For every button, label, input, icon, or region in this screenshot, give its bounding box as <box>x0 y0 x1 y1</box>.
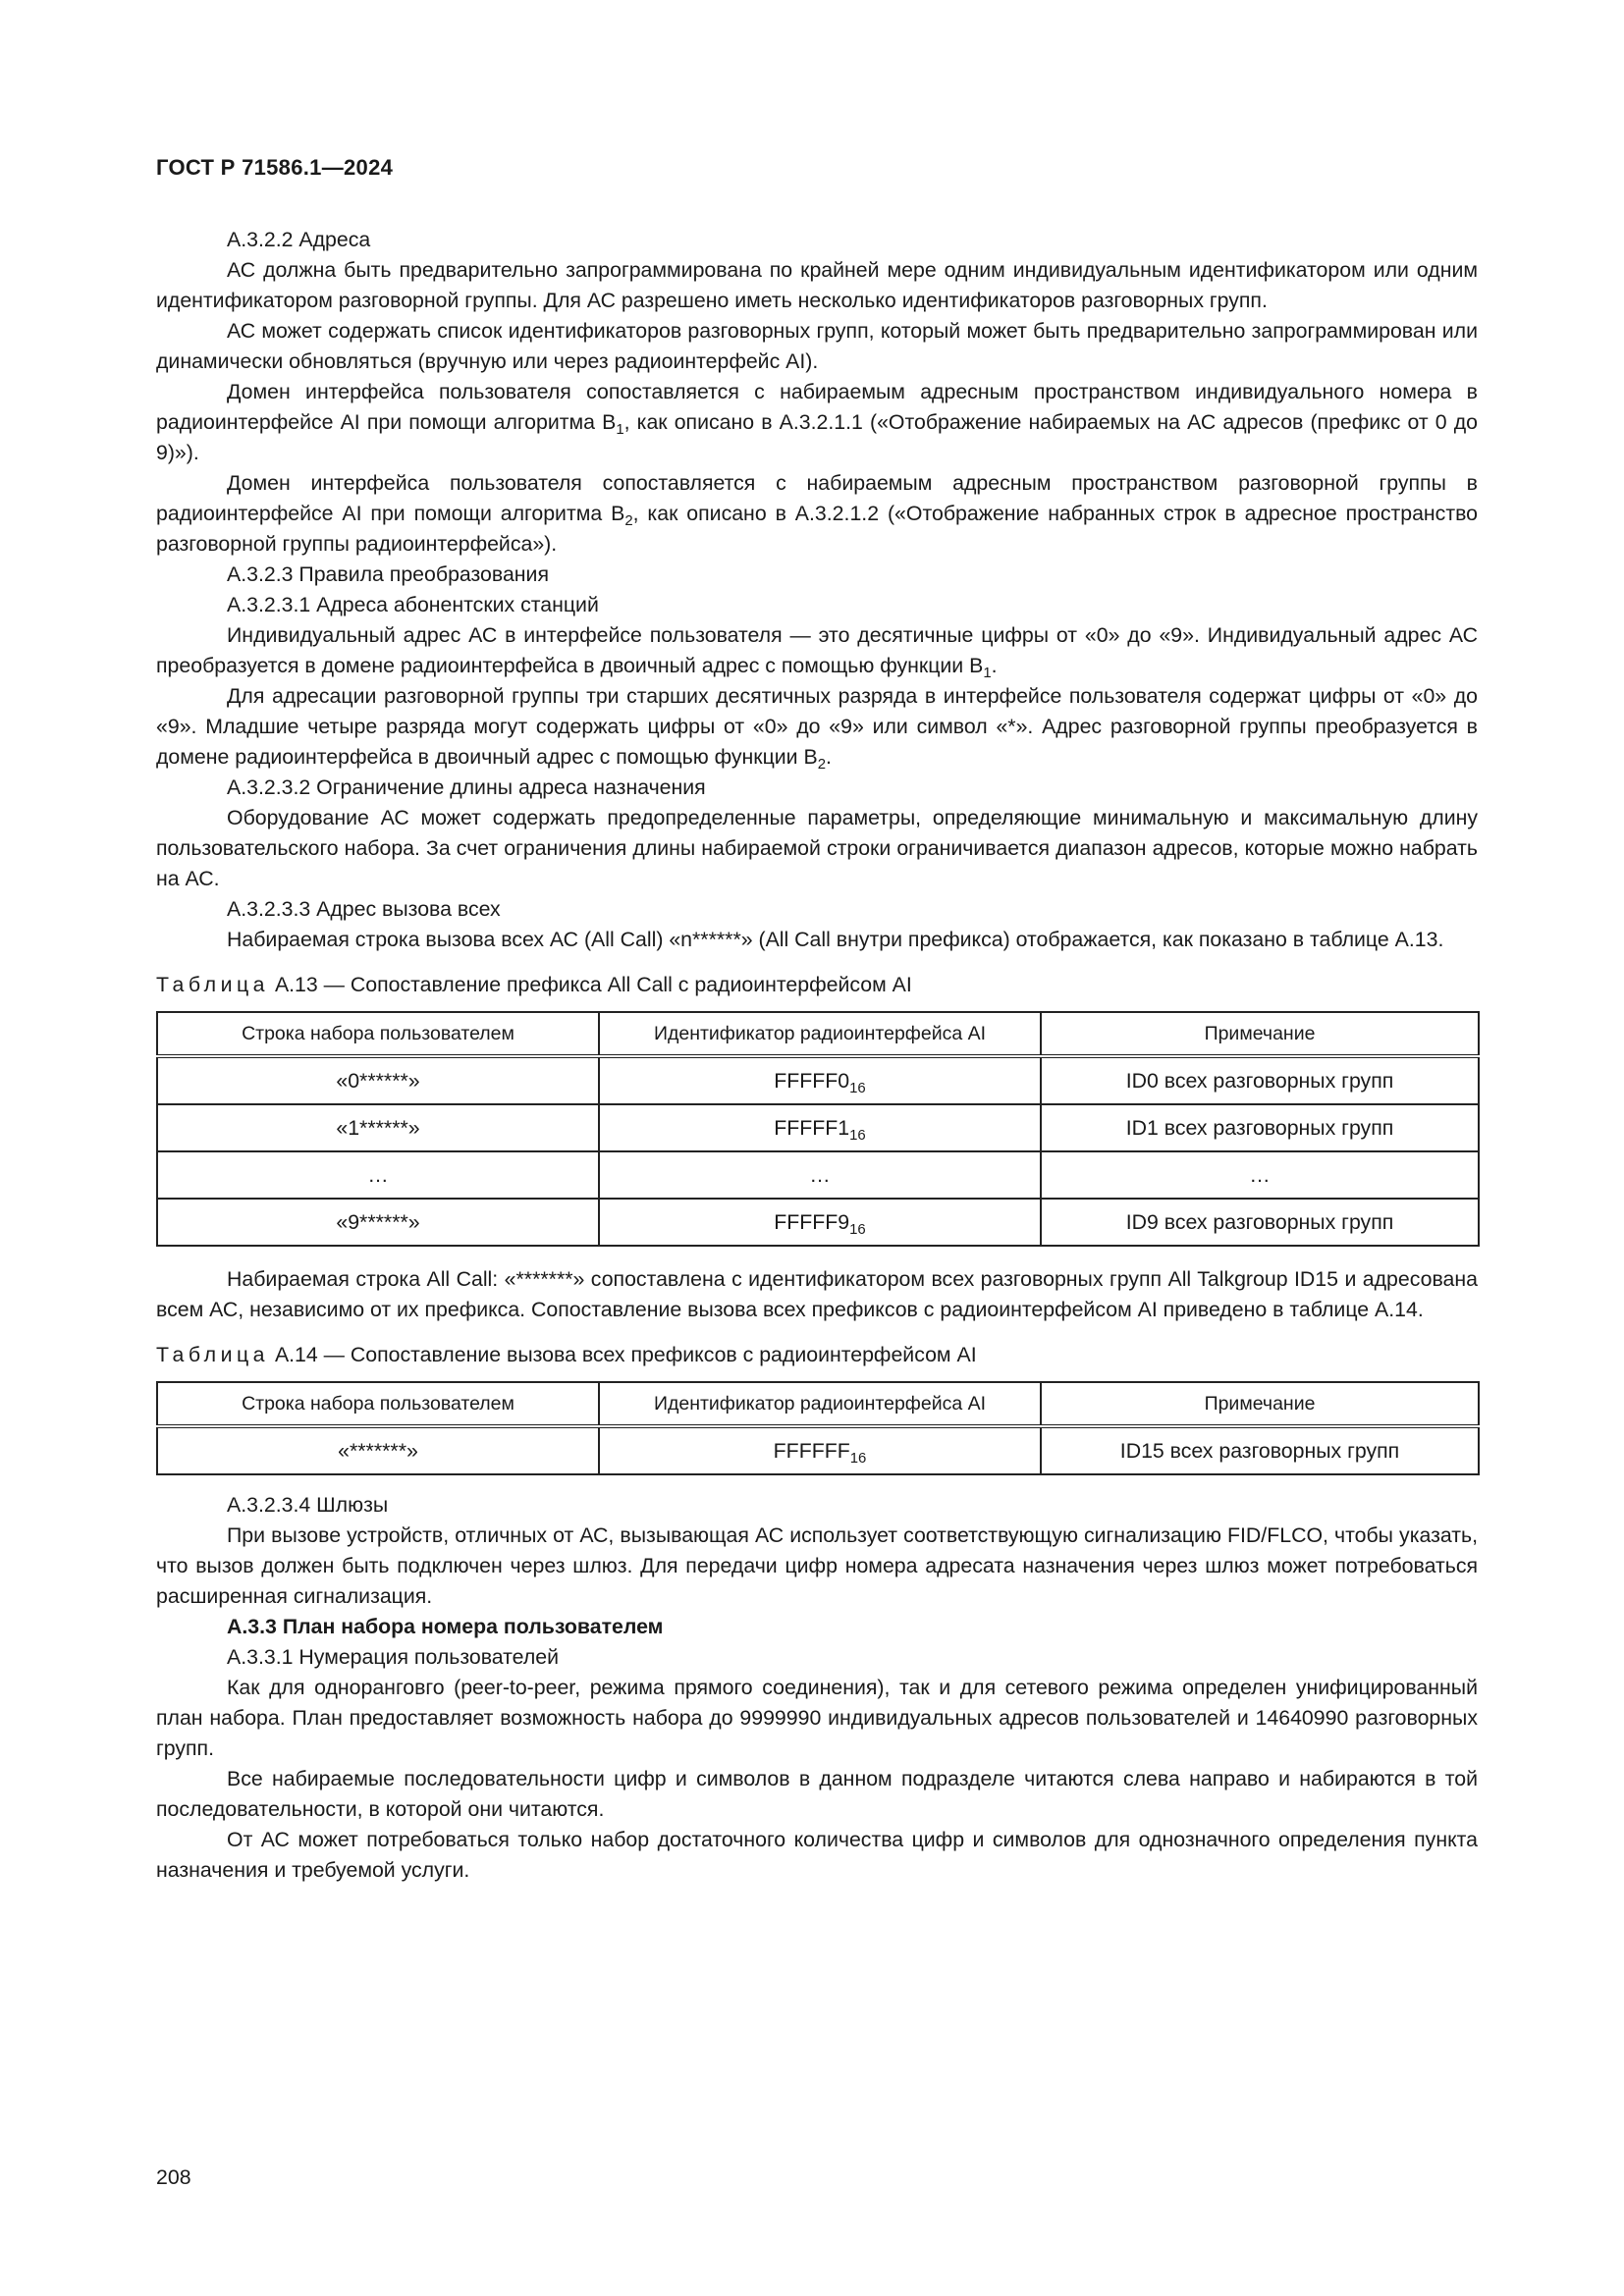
table-row <box>157 1426 1479 1474</box>
identifier-value: … <box>809 1162 831 1187</box>
cell-note: ID9 всех разговорных групп <box>1041 1199 1479 1246</box>
subscript: 2 <box>817 757 826 774</box>
section-heading: А.3.2.3.2 Ограничение длины адреса назначения <box>227 775 706 799</box>
paragraph-text: . <box>991 654 998 677</box>
paragraph: От АС может потребоваться только набор достаточного количества цифр и символов для однозначного определения пункта назначения и требуемой услуги. <box>156 1828 1478 1882</box>
subscript: 1 <box>616 422 624 439</box>
cell-dial-string: «0******» <box>157 1056 599 1104</box>
identifier-base: 16 <box>849 1221 866 1238</box>
paragraph: АС может содержать список идентификаторов разговорных групп, который может быть предварительно запрограммирован или динамически обновляться (вручную или через радиоинтерфейс AI). <box>156 319 1478 373</box>
paragraph <box>156 468 1478 560</box>
identifier-value: FFFFF1 <box>774 1115 850 1140</box>
table-a14-caption <box>156 1340 1478 1370</box>
paragraph-text: . <box>826 745 832 769</box>
table-label: Таблица <box>156 1343 270 1366</box>
identifier-base: 16 <box>849 1127 866 1144</box>
column-header: Примечание <box>1041 1012 1479 1056</box>
cell-dial-string: «*******» <box>157 1426 599 1474</box>
cell-note: ID15 всех разговорных групп <box>1041 1426 1479 1474</box>
paragraph: Как для одноранговго (peer-to-peer, режима прямого соединения), так и для сетевого режима определен унифицированный план набора. План предоставляет возможность набора до 9999990 индивидуальных адресов пользователей и 14640990 разговорных групп. <box>156 1676 1478 1760</box>
column-header: Идентификатор радиоинтерфейса AI <box>599 1382 1041 1426</box>
section-bottom <box>156 1490 1478 1886</box>
cell-note: … <box>1041 1151 1479 1199</box>
paragraph-text: Индивидуальный адрес АС в интерфейсе пользователя — это десятичные цифры от «0» до «9». Индивидуальный адрес АС преобразуется в домене радиоинтерфейса в двоичный адрес с помощью функции B <box>156 623 1478 677</box>
cell-note: ID1 всех разговорных групп <box>1041 1104 1479 1151</box>
section-heading: А.3.2.3.4 Шлюзы <box>227 1493 389 1517</box>
column-header: Строка набора пользователем <box>157 1382 599 1426</box>
table-row <box>157 1199 1479 1246</box>
column-header: Примечание <box>1041 1382 1479 1426</box>
document-code: ГОСТ Р 71586.1—2024 <box>156 155 394 180</box>
table-caption-text: А.13 — Сопоставление префикса All Call с радиоинтерфейсом AI <box>274 973 912 996</box>
identifier-value: FFFFF9 <box>774 1209 850 1234</box>
table-row <box>157 1056 1479 1104</box>
section-heading: А.3.2.2 Адреса <box>227 228 371 251</box>
paragraph <box>156 620 1478 681</box>
column-header: Идентификатор радиоинтерфейса AI <box>599 1012 1041 1056</box>
cell-dial-string: «1******» <box>157 1104 599 1151</box>
identifier-base: 16 <box>849 1080 866 1096</box>
paragraph: Набираемая строка вызова всех АС (All Call) «n******» (All Call внутри префикса) отображается, как показано в таблице А.13. <box>227 928 1444 951</box>
column-header: Строка набора пользователем <box>157 1012 599 1056</box>
cell-ai-identifier <box>599 1199 1041 1246</box>
paragraph <box>156 681 1478 773</box>
cell-ai-identifier <box>599 1056 1041 1104</box>
subscript: 2 <box>624 513 633 530</box>
section-heading: А.3.3.1 Нумерация пользователей <box>227 1645 559 1669</box>
cell-dial-string: … <box>157 1151 599 1199</box>
paragraph-all-call: Набираемая строка All Call: «*******» сопоставлена с идентификатором всех разговорных групп All Talkgroup ID15 и адресована всем АС, независимо от их префикса. Сопоставление вызова всех префиксов с радиоинтерфейсом AI приведено в таблице А.14. <box>156 1267 1478 1321</box>
table-header-row <box>157 1382 1479 1426</box>
paragraph: АС должна быть предварительно запрограммирована по крайней мере одним индивидуальным идентификатором или одним идентификатором разговорной группы. Для АС разрешено иметь несколько идентификаторов разговорных групп. <box>156 258 1478 312</box>
table-a13 <box>156 1011 1480 1247</box>
section-heading: А.3.2.3.1 Адреса абонентских станций <box>227 593 599 616</box>
cell-note: ID0 всех разговорных групп <box>1041 1056 1479 1104</box>
table-a14 <box>156 1381 1480 1475</box>
table-row <box>157 1104 1479 1151</box>
paragraph-text: Домен интерфейса пользователя сопоставляется с набираемым адресным пространством разговорной группы в радиоинтерфейсе AI при помощи алгоритма B <box>156 471 1478 525</box>
page-number: 208 <box>156 2165 191 2189</box>
paragraph: Все набираемые последовательности цифр и символов в данном подразделе читаются слева направо и набираются в той последовательности, в которой они читаются. <box>156 1767 1478 1821</box>
section-heading: А.3.2.3.3 Адрес вызова всех <box>227 897 501 921</box>
table-a13-caption <box>156 970 1478 1000</box>
paragraph-text: Для адресации разговорной группы три старших десятичных разряда в интерфейсе пользователя содержат цифры от «0» до «9». Младшие четыре разряда могут содержать цифры от «0» до «9» или символ «*». Адрес разговорной группы преобразуется в домене радиоинтерфейса в двоичный адрес с помощью функции B <box>156 684 1478 769</box>
paragraph-text: Домен интерфейса пользователя сопоставляется с набираемым адресным пространством индивидуального номера в радиоинтерфейсе AI при помощи алгоритма B <box>156 380 1478 434</box>
paragraph-text: , как описано в А.3.2.1.1 («Отображение набираемых на АС адресов (префикс от 0 до 9)»). <box>156 410 1478 464</box>
table-header-row <box>157 1012 1479 1056</box>
cell-ai-identifier <box>599 1426 1041 1474</box>
document-body <box>156 225 1478 1886</box>
identifier-base: 16 <box>849 1450 867 1467</box>
table-label: Таблица <box>156 973 270 996</box>
paragraph: Оборудование АС может содержать предопределенные параметры, определяющие минимальную и максимальную длину пользовательского набора. За счет ограничения длины набираемой строки ограничивается диапазон адресов, которые можно набрать на АС. <box>156 806 1478 890</box>
identifier-value: FFFFFF <box>773 1438 850 1463</box>
identifier-value: FFFFF0 <box>774 1068 850 1093</box>
subscript: 1 <box>983 666 992 682</box>
table-row <box>157 1151 1479 1199</box>
section-heading: А.3.2.3 Правила преобразования <box>227 562 549 586</box>
table-caption-text: А.14 — Сопоставление вызова всех префиксов с радиоинтерфейсом AI <box>274 1343 977 1366</box>
cell-ai-identifier <box>599 1104 1041 1151</box>
section-top <box>156 225 1478 955</box>
paragraph <box>156 377 1478 468</box>
cell-ai-identifier <box>599 1151 1041 1199</box>
paragraph: При вызове устройств, отличных от АС, вызывающая АС использует соответствующую сигнализацию FID/FLCO, чтобы указать, что вызов должен быть подключен через шлюз. Для передачи цифр номера адресата назначения через шлюз может потребоваться расширенная сигнализация. <box>156 1523 1478 1608</box>
cell-dial-string: «9******» <box>157 1199 599 1246</box>
paragraph-text: , как описано в А.3.2.1.2 («Отображение набранных строк в адресное пространство разговорной группы радиоинтерфейса»). <box>156 502 1478 556</box>
section-heading: А.3.3 План набора номера пользователем <box>227 1615 664 1638</box>
